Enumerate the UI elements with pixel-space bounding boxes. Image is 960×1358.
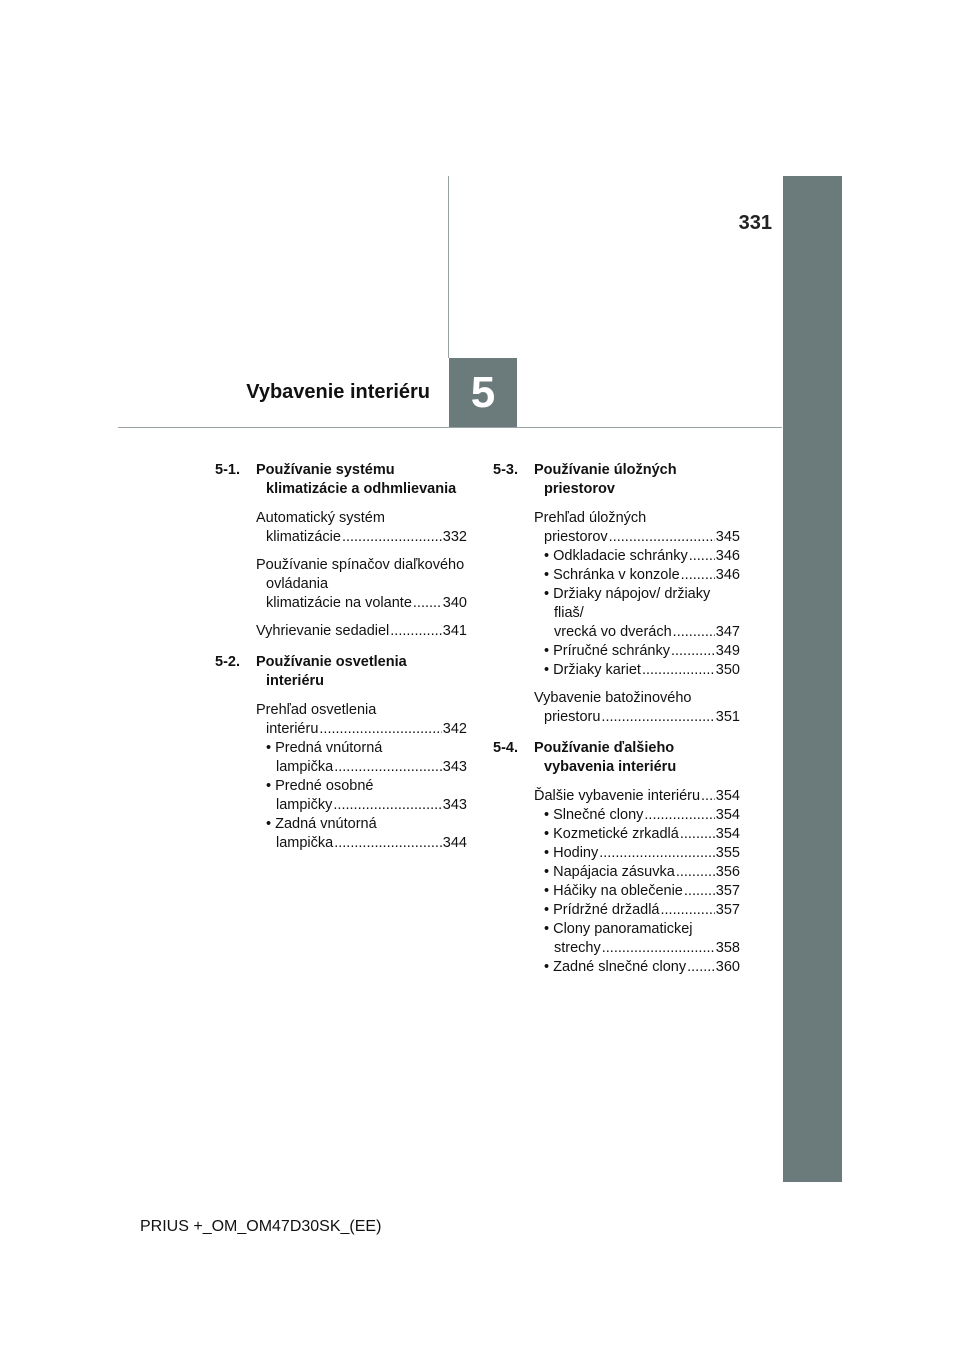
dot-leader <box>661 901 715 920</box>
dot-leader <box>671 642 715 661</box>
toc-subentry[interactable] <box>534 844 740 863</box>
entry-line <box>544 806 740 825</box>
section-heading[interactable] <box>215 653 467 691</box>
dot-leader <box>676 863 715 882</box>
entry-title: • Predná vnútorná <box>266 740 383 756</box>
toc-subentry[interactable] <box>534 661 740 680</box>
entry-text: Ďalšie vybavenie interiéru <box>534 788 701 804</box>
chapter-title: Vybavenie interiéru <box>246 381 430 403</box>
entry-line <box>256 720 467 739</box>
dot-leader <box>334 758 442 777</box>
section-number: 5-4. <box>493 740 518 756</box>
toc-section <box>215 653 467 853</box>
entry-title: • Clony panoramatickej <box>544 921 693 937</box>
entry-page-number: 355 <box>715 845 740 861</box>
entry-title: Automatický systém <box>256 510 385 526</box>
toc-subentry[interactable] <box>256 815 467 853</box>
toc-subentry[interactable] <box>256 777 467 815</box>
toc-left-column <box>215 461 467 865</box>
entry-title: Prehľad úložných <box>534 510 647 526</box>
chapter-side-tab <box>783 176 842 1182</box>
entry-page-number: 354 <box>715 788 740 804</box>
section-number: 5-1. <box>215 462 240 478</box>
entry-text: • Zadné slnečné clony <box>544 959 687 975</box>
entry-page-number: 346 <box>715 548 740 564</box>
toc-subentry[interactable] <box>534 920 740 958</box>
entry-page-number: 356 <box>715 864 740 880</box>
toc-subentry[interactable] <box>534 566 740 585</box>
entry-text: Vyhrievanie sedadiel <box>256 623 390 639</box>
toc-subentry[interactable] <box>256 739 467 777</box>
toc-section <box>215 461 467 641</box>
entry-line <box>544 844 740 863</box>
entry-page-number: 347 <box>715 624 740 640</box>
toc-entry[interactable] <box>256 556 467 613</box>
entry-text: strechy <box>554 940 601 956</box>
entry-line <box>534 528 740 547</box>
entry-title: • Predné osobné <box>266 778 374 794</box>
entry-text: priestoru <box>544 709 601 725</box>
entry-line <box>544 642 740 661</box>
entry-page-number: 346 <box>715 567 740 583</box>
entry-page-number: 332 <box>442 529 467 545</box>
entry-text: klimatizácie <box>266 529 341 545</box>
toc-subentry[interactable] <box>534 958 740 977</box>
dot-leader <box>689 547 715 566</box>
entry-text: • Háčiky na oblečenie <box>544 883 683 899</box>
entry-text: • Slnečné clony <box>544 807 644 823</box>
entry-page-number: 345 <box>715 529 740 545</box>
toc-entry[interactable] <box>534 787 740 806</box>
dot-leader <box>684 882 715 901</box>
entry-text: • Príručné schránky <box>544 643 670 659</box>
toc-entry[interactable] <box>256 622 467 641</box>
entry-line <box>544 623 740 642</box>
entry-text: priestorov <box>544 529 608 545</box>
entry-line <box>544 547 740 566</box>
toc-entry[interactable] <box>534 509 740 547</box>
entry-line <box>534 787 740 806</box>
entry-line <box>544 566 740 585</box>
dot-leader <box>334 834 442 853</box>
toc-subentry[interactable] <box>534 806 740 825</box>
entry-text: • Schránka v konzole <box>544 567 680 583</box>
dot-leader <box>333 796 441 815</box>
toc-subentry[interactable] <box>534 901 740 920</box>
entry-title: • Držiaky nápojov/ držiaky fliaš/ <box>544 586 711 621</box>
entry-page-number: 351 <box>715 709 740 725</box>
toc-subentry[interactable] <box>534 585 740 642</box>
entry-text: lampičky <box>276 797 333 813</box>
dot-leader <box>319 720 441 739</box>
section-heading[interactable] <box>215 461 467 499</box>
entry-text: • Odkladacie schránky <box>544 548 688 564</box>
chapter-number-box: 5 <box>449 358 517 427</box>
entry-text: • Prídržné držadlá <box>544 902 660 918</box>
toc-entry[interactable] <box>256 509 467 547</box>
toc-entry[interactable] <box>256 701 467 739</box>
entry-page-number: 357 <box>715 902 740 918</box>
entry-text: interiéru <box>266 721 319 737</box>
toc-subentry[interactable] <box>534 882 740 901</box>
entry-title: Vybavenie batožinového <box>534 690 692 706</box>
header-rule <box>118 427 782 428</box>
entry-line <box>266 834 467 853</box>
entry-line <box>544 939 740 958</box>
entry-line <box>544 661 740 680</box>
entry-line <box>256 594 467 613</box>
entry-page-number: 358 <box>715 940 740 956</box>
entry-title: Používanie spínačov diaľkového ovládania <box>256 557 465 592</box>
dot-leader <box>609 528 715 547</box>
toc-subentry[interactable] <box>534 547 740 566</box>
dot-leader <box>390 622 442 641</box>
dot-leader <box>681 566 715 585</box>
section-number: 5-3. <box>493 462 518 478</box>
entry-text: • Napájacia zásuvka <box>544 864 675 880</box>
toc-entry[interactable] <box>534 689 740 727</box>
toc-section <box>493 739 740 977</box>
entry-text: • Držiaky kariet <box>544 662 641 678</box>
toc-subentries <box>256 739 467 853</box>
entry-page-number: 354 <box>715 807 740 823</box>
entry-line <box>256 528 467 547</box>
dot-leader <box>342 528 442 547</box>
section-heading[interactable] <box>493 461 740 499</box>
entry-line <box>544 825 740 844</box>
page-number: 331 <box>738 212 772 234</box>
dot-leader <box>602 939 715 958</box>
section-heading[interactable] <box>493 739 740 777</box>
section-title: Používanie úložných priestorov <box>534 462 677 497</box>
section-number: 5-2. <box>215 654 240 670</box>
toc-subentry[interactable] <box>534 825 740 844</box>
entry-title: Prehľad osvetlenia <box>256 702 377 718</box>
entry-line <box>544 863 740 882</box>
entry-text: vrecká vo dverách <box>554 624 672 640</box>
toc-subentries <box>534 806 740 977</box>
entry-page-number: 354 <box>715 826 740 842</box>
entry-text: lampička <box>276 759 334 775</box>
entry-text: • Hodiny <box>544 845 599 861</box>
vertical-divider <box>448 176 449 358</box>
toc-subentries <box>534 547 740 680</box>
entry-page-number: 350 <box>715 662 740 678</box>
entry-page-number: 342 <box>442 721 467 737</box>
entry-text: lampička <box>276 835 334 851</box>
entry-page-number: 341 <box>442 623 467 639</box>
dot-leader <box>701 787 715 806</box>
toc-right-column <box>493 461 740 989</box>
toc-subentry[interactable] <box>534 863 740 882</box>
entry-page-number: 357 <box>715 883 740 899</box>
toc-subentry[interactable] <box>534 642 740 661</box>
entry-line <box>544 958 740 977</box>
entry-line <box>544 882 740 901</box>
entry-line <box>544 901 740 920</box>
entry-page-number: 344 <box>442 835 467 851</box>
entry-page-number: 360 <box>715 959 740 975</box>
dot-leader <box>680 825 715 844</box>
entry-line <box>256 622 467 641</box>
dot-leader <box>601 708 714 727</box>
entry-page-number: 340 <box>442 595 467 611</box>
entry-title: • Zadná vnútorná <box>266 816 377 832</box>
entry-page-number: 343 <box>442 759 467 775</box>
toc-section <box>493 461 740 727</box>
dot-leader <box>673 623 715 642</box>
entry-line <box>266 796 467 815</box>
dot-leader <box>599 844 715 863</box>
entry-page-number: 343 <box>442 797 467 813</box>
section-title: Používanie osvetlenia interiéru <box>256 654 407 689</box>
entry-text: • Kozmetické zrkadlá <box>544 826 679 842</box>
dot-leader <box>644 806 714 825</box>
entry-page-number: 349 <box>715 643 740 659</box>
entry-line <box>534 708 740 727</box>
footer-doc-code: PRIUS +_OM_OM47D30SK_(EE) <box>140 1218 382 1235</box>
section-title: Používanie ďalšieho vybavenia interiéru <box>534 740 677 775</box>
dot-leader <box>413 594 442 613</box>
dot-leader <box>687 958 715 977</box>
dot-leader <box>642 661 715 680</box>
section-title: Používanie systému klimatizácie a odhmlievania <box>256 462 457 497</box>
entry-line <box>266 758 467 777</box>
entry-text: klimatizácie na volante <box>266 595 412 611</box>
